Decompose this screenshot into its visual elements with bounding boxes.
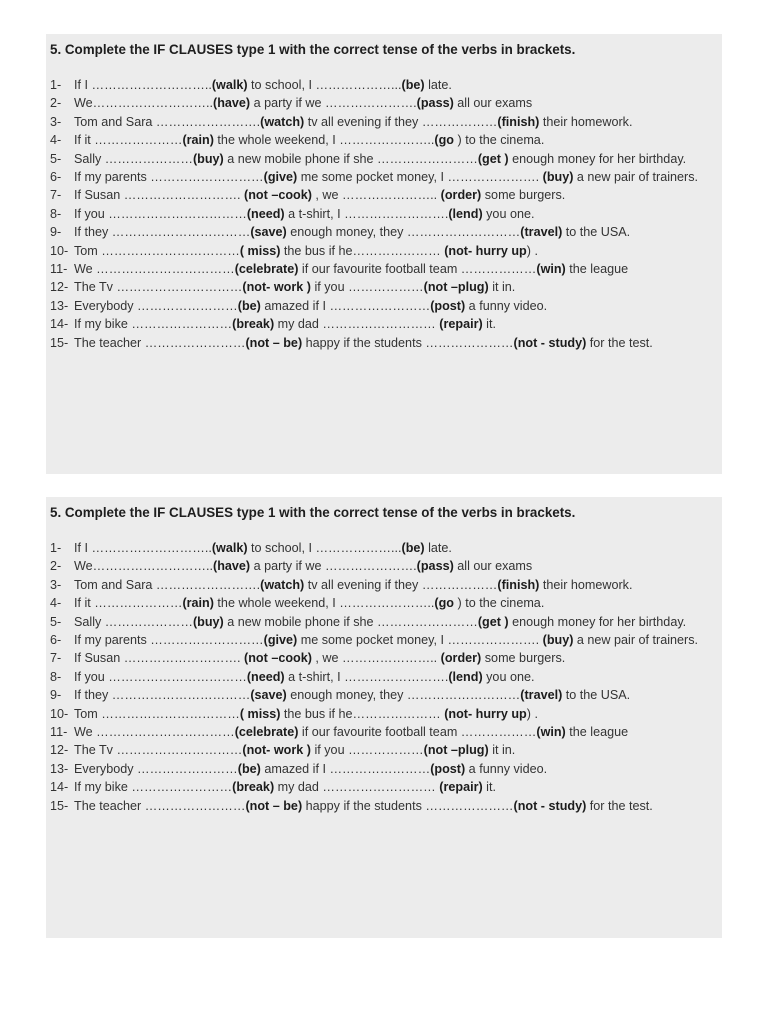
- exercise-item: [50, 576, 716, 594]
- sentence-fragment: We ……………………………: [74, 725, 235, 740]
- item-number: 6-: [50, 170, 62, 185]
- sentence-fragment: If I ………………………..: [74, 541, 212, 555]
- sentence-fragment: Sally …………………: [74, 614, 193, 629]
- item-number: 14-: [50, 317, 69, 332]
- item-number: 8-: [50, 669, 62, 684]
- item-number: 12-: [50, 743, 69, 758]
- exercise-item: [50, 150, 716, 168]
- verb-prompt: (order): [440, 651, 482, 666]
- verb-prompt: (not –cook): [244, 188, 312, 203]
- sentence-fragment: their homework.: [539, 577, 633, 592]
- verb-prompt: (break): [232, 317, 275, 332]
- sentence-fragment: We ……………………………: [74, 262, 235, 277]
- item-number: 6-: [50, 633, 62, 648]
- item-sentence: [74, 760, 716, 778]
- verb-prompt: (not – be): [245, 335, 303, 350]
- verb-prompt: (have): [213, 559, 251, 574]
- sentence-fragment: to school, I ………………...: [247, 541, 402, 555]
- verb-prompt: (buy): [192, 614, 224, 629]
- exercise-item: [50, 76, 716, 94]
- sentence-fragment: amazed if I ……………………: [260, 298, 431, 313]
- item-sentence: [74, 223, 716, 241]
- exercise-item: [50, 94, 716, 112]
- exercise-item: [50, 668, 716, 686]
- item-sentence: [74, 242, 716, 260]
- verb-prompt: (finish): [497, 577, 540, 592]
- item-number: 9-: [50, 225, 62, 240]
- verb-prompt: (repair): [439, 317, 483, 332]
- sentence-fragment: If I ………………………..: [74, 78, 212, 92]
- item-number: 7-: [50, 651, 62, 666]
- sentence-fragment: to school, I ………………...: [247, 78, 402, 92]
- sentence-fragment: tv all evening if they ………………: [304, 577, 498, 592]
- item-number: 13-: [50, 298, 69, 313]
- verb-prompt: (travel): [520, 688, 563, 703]
- verb-prompt: (lend): [448, 206, 483, 221]
- sentence-fragment: If Susan ……………………….: [74, 188, 245, 203]
- sentence-fragment: the bus if he…………………: [280, 706, 445, 721]
- item-sentence: [74, 334, 716, 352]
- sentence-fragment: the league: [565, 262, 629, 277]
- exercise-list: [50, 76, 716, 352]
- sentence-fragment: some burgers.: [481, 651, 566, 666]
- sentence-fragment: a new mobile phone if she ……………………: [223, 614, 478, 629]
- sentence-fragment: my dad ………………………: [274, 317, 440, 332]
- sentence-fragment: it in.: [488, 280, 516, 295]
- item-sentence: [74, 94, 716, 112]
- sentence-fragment: If they ……………………………: [74, 688, 251, 703]
- item-sentence: [74, 297, 716, 315]
- verb-prompt: (lend): [448, 669, 483, 684]
- item-number: 3-: [50, 577, 62, 592]
- sentence-fragment: my dad ………………………: [274, 780, 440, 795]
- sentence-fragment: If my bike ……………………: [74, 317, 233, 332]
- item-number: 15-: [50, 335, 69, 350]
- worksheet-title: 5. Complete the IF CLAUSES type 1 with the correct tense of the verbs in brackets.: [50, 42, 576, 57]
- sentence-fragment: If they ……………………………: [74, 225, 251, 240]
- sentence-fragment: enough money for her birthday.: [508, 614, 687, 629]
- item-sentence: [74, 260, 716, 278]
- item-number: 11-: [50, 725, 68, 740]
- item-sentence: [74, 315, 716, 333]
- sentence-fragment: If my parents ………………………: [74, 633, 264, 648]
- sentence-fragment: a funny video.: [465, 761, 548, 776]
- verb-prompt: (pass): [416, 559, 454, 574]
- exercise-item: [50, 557, 716, 575]
- sentence-fragment: We………………………..: [74, 559, 214, 574]
- item-sentence: [74, 557, 716, 575]
- item-number: 12-: [50, 280, 69, 295]
- sentence-fragment: it.: [482, 317, 496, 332]
- item-sentence: [74, 613, 716, 631]
- verb-prompt: (finish): [497, 114, 540, 129]
- verb-prompt: (win): [536, 262, 566, 277]
- exercise-item: [50, 131, 716, 149]
- item-sentence: [74, 113, 716, 131]
- verb-prompt: (not - study): [513, 798, 587, 813]
- verb-prompt: (travel): [520, 225, 563, 240]
- sentence-fragment: for the test.: [586, 335, 653, 350]
- item-number: 8-: [50, 206, 62, 221]
- verb-prompt: (be): [401, 541, 425, 555]
- verb-prompt: (celebrate): [234, 262, 299, 277]
- worksheet-title: 5. Complete the IF CLAUSES type 1 with the correct tense of the verbs in brackets.: [50, 505, 576, 520]
- verb-prompt: (break): [232, 780, 275, 795]
- verb-prompt: (be): [237, 761, 261, 776]
- exercise-item: [50, 113, 716, 131]
- sentence-fragment: ) .: [526, 243, 538, 258]
- sentence-fragment: it in.: [488, 743, 516, 758]
- sentence-fragment: If my parents ………………………: [74, 170, 264, 185]
- sentence-fragment: enough money for her birthday.: [508, 151, 687, 166]
- verb-prompt: (buy): [192, 151, 224, 166]
- item-sentence: [74, 76, 716, 94]
- exercise-item: [50, 186, 716, 204]
- sentence-fragment: you one.: [482, 669, 535, 684]
- item-sentence: [74, 797, 716, 815]
- verb-prompt: (be): [237, 298, 261, 313]
- item-number: 11-: [50, 262, 68, 277]
- exercise-item: [50, 539, 716, 557]
- sentence-fragment: The Tv …………………………: [74, 280, 243, 295]
- sentence-fragment: amazed if I ……………………: [260, 761, 431, 776]
- item-number: 1-: [50, 541, 62, 555]
- verb-prompt: (watch): [260, 577, 305, 592]
- verb-prompt: (walk): [211, 78, 248, 92]
- sentence-fragment: all our exams: [453, 559, 533, 574]
- sentence-fragment: The teacher ……………………: [74, 798, 246, 813]
- sentence-fragment: to the USA.: [562, 225, 631, 240]
- verb-prompt: (need): [246, 669, 285, 684]
- item-number: 3-: [50, 114, 62, 129]
- exercise-item: [50, 778, 716, 796]
- sentence-fragment: a t-shirt, I …………………….: [284, 669, 449, 684]
- exercise-item: [50, 168, 716, 186]
- exercise-item: [50, 797, 716, 815]
- item-number: 1-: [50, 78, 62, 92]
- sentence-fragment: a t-shirt, I …………………….: [284, 206, 449, 221]
- item-number: 4-: [50, 133, 62, 148]
- verb-prompt: (walk): [211, 541, 248, 555]
- sentence-fragment: The Tv …………………………: [74, 743, 243, 758]
- item-sentence: [74, 205, 716, 223]
- sentence-fragment: if our favourite football team ………………: [298, 725, 537, 740]
- item-sentence: [74, 576, 716, 594]
- sentence-fragment: late.: [424, 78, 452, 92]
- sentence-fragment: a new pair of trainers.: [573, 633, 699, 648]
- item-number: 5-: [50, 614, 62, 629]
- sentence-fragment: me some pocket money, I ………………….: [297, 633, 543, 648]
- item-number: 7-: [50, 188, 62, 203]
- exercise-item: [50, 334, 716, 352]
- verb-prompt: (need): [246, 206, 285, 221]
- verb-prompt: (go: [434, 133, 455, 148]
- exercise-item: [50, 297, 716, 315]
- item-sentence: [74, 705, 716, 723]
- exercise-item: [50, 260, 716, 278]
- exercise-item: [50, 315, 716, 333]
- exercise-item: [50, 686, 716, 704]
- exercise-item: [50, 223, 716, 241]
- item-number: 10-: [50, 706, 69, 721]
- exercise-item: [50, 613, 716, 631]
- sentence-fragment: a party if we ………………….: [250, 96, 417, 111]
- verb-prompt: (not –plug): [423, 280, 489, 295]
- sentence-fragment: the whole weekend, I …………………..: [213, 133, 435, 148]
- verb-prompt: (rain): [182, 596, 214, 611]
- item-sentence: [74, 686, 716, 704]
- verb-prompt: (post): [430, 761, 466, 776]
- sentence-fragment: to the USA.: [562, 688, 631, 703]
- item-number: 2-: [50, 559, 62, 574]
- item-number: 5-: [50, 151, 62, 166]
- exercise-item: [50, 242, 716, 260]
- exercise-item: [50, 649, 716, 667]
- sentence-fragment: If you ……………………………: [74, 669, 247, 684]
- exercise-list: [50, 539, 716, 815]
- sentence-fragment: If you ……………………………: [74, 206, 247, 221]
- verb-prompt: (not- work ): [242, 743, 311, 758]
- sentence-fragment: the bus if he…………………: [280, 243, 445, 258]
- sentence-fragment: for the test.: [586, 798, 653, 813]
- sentence-fragment: The teacher ……………………: [74, 335, 246, 350]
- item-sentence: [74, 778, 716, 796]
- verb-prompt: (buy): [542, 170, 574, 185]
- sentence-fragment: if you ………………: [310, 280, 424, 295]
- verb-prompt: (save): [250, 225, 287, 240]
- verb-prompt: (watch): [260, 114, 305, 129]
- item-sentence: [74, 150, 716, 168]
- sentence-fragment: if you ………………: [310, 743, 424, 758]
- sentence-fragment: all our exams: [453, 96, 533, 111]
- exercise-item: [50, 760, 716, 778]
- item-number: 13-: [50, 761, 69, 776]
- item-number: 14-: [50, 780, 69, 795]
- verb-prompt: (be): [401, 78, 425, 92]
- verb-prompt: (give): [263, 633, 298, 648]
- exercise-item: [50, 594, 716, 612]
- sentence-fragment: , we …………………..: [311, 188, 441, 203]
- sentence-fragment: a new mobile phone if she ……………………: [223, 151, 478, 166]
- item-number: 9-: [50, 688, 62, 703]
- verb-prompt: (get ): [477, 614, 509, 629]
- exercise-item: [50, 705, 716, 723]
- item-sentence: [74, 278, 716, 296]
- sentence-fragment: tv all evening if they ………………: [304, 114, 498, 129]
- sentence-fragment: Everybody ……………………: [74, 761, 238, 776]
- item-sentence: [74, 539, 716, 557]
- sentence-fragment: enough money, they ………………………: [286, 688, 521, 703]
- sentence-fragment: some burgers.: [481, 188, 566, 203]
- sentence-fragment: you one.: [482, 206, 535, 221]
- sentence-fragment: We………………………..: [74, 96, 214, 111]
- sentence-fragment: Sally …………………: [74, 151, 193, 166]
- sentence-fragment: a party if we ………………….: [250, 559, 417, 574]
- verb-prompt: ( miss): [239, 243, 281, 258]
- sentence-fragment: Tom ……………………………: [74, 706, 240, 721]
- sentence-fragment: , we …………………..: [311, 651, 441, 666]
- item-sentence: [74, 631, 716, 649]
- exercise-item: [50, 278, 716, 296]
- verb-prompt: ( miss): [239, 706, 281, 721]
- verb-prompt: (get ): [477, 151, 509, 166]
- worksheet-1: [46, 34, 722, 474]
- exercise-item: [50, 723, 716, 741]
- item-number: 15-: [50, 798, 69, 813]
- verb-prompt: (pass): [416, 96, 454, 111]
- verb-prompt: (not- work ): [242, 280, 311, 295]
- sentence-fragment: the league: [565, 725, 629, 740]
- verb-prompt: (celebrate): [234, 725, 299, 740]
- sentence-fragment: the whole weekend, I …………………..: [213, 596, 435, 611]
- verb-prompt: (buy): [542, 633, 574, 648]
- item-sentence: [74, 649, 716, 667]
- verb-prompt: (win): [536, 725, 566, 740]
- item-number: 4-: [50, 596, 62, 611]
- sentence-fragment: Tom and Sara …………………….: [74, 114, 261, 129]
- sentence-fragment: ) to the cinema.: [454, 133, 545, 148]
- item-sentence: [74, 723, 716, 741]
- verb-prompt: (not- hurry up: [444, 706, 527, 721]
- item-sentence: [74, 594, 716, 612]
- sentence-fragment: If it …………………: [74, 133, 183, 148]
- sentence-fragment: happy if the students …………………: [302, 798, 514, 813]
- item-sentence: [74, 668, 716, 686]
- sentence-fragment: their homework.: [539, 114, 633, 129]
- sentence-fragment: ) .: [526, 706, 538, 721]
- exercise-item: [50, 631, 716, 649]
- sentence-fragment: ) to the cinema.: [454, 596, 545, 611]
- sentence-fragment: If my bike ……………………: [74, 780, 233, 795]
- worksheet-2: [46, 497, 722, 938]
- verb-prompt: (give): [263, 170, 298, 185]
- item-sentence: [74, 131, 716, 149]
- verb-prompt: (repair): [439, 780, 483, 795]
- verb-prompt: (order): [440, 188, 482, 203]
- sentence-fragment: it.: [482, 780, 496, 795]
- sentence-fragment: Everybody ……………………: [74, 298, 238, 313]
- verb-prompt: (save): [250, 688, 287, 703]
- sentence-fragment: a funny video.: [465, 298, 548, 313]
- verb-prompt: (post): [430, 298, 466, 313]
- sentence-fragment: late.: [424, 541, 452, 555]
- verb-prompt: (not- hurry up: [444, 243, 527, 258]
- item-sentence: [74, 186, 716, 204]
- exercise-item: [50, 205, 716, 223]
- sentence-fragment: enough money, they ………………………: [286, 225, 521, 240]
- verb-prompt: (not – be): [245, 798, 303, 813]
- verb-prompt: (not - study): [513, 335, 587, 350]
- item-number: 10-: [50, 243, 69, 258]
- exercise-item: [50, 741, 716, 759]
- verb-prompt: (go: [434, 596, 455, 611]
- sentence-fragment: a new pair of trainers.: [573, 170, 699, 185]
- sentence-fragment: If it …………………: [74, 596, 183, 611]
- verb-prompt: (have): [213, 96, 251, 111]
- verb-prompt: (not –cook): [244, 651, 312, 666]
- sentence-fragment: If Susan ……………………….: [74, 651, 245, 666]
- verb-prompt: (not –plug): [423, 743, 489, 758]
- item-sentence: [74, 168, 716, 186]
- sentence-fragment: Tom ……………………………: [74, 243, 240, 258]
- item-sentence: [74, 741, 716, 759]
- sentence-fragment: happy if the students …………………: [302, 335, 514, 350]
- sentence-fragment: if our favourite football team ………………: [298, 262, 537, 277]
- sentence-fragment: me some pocket money, I ………………….: [297, 170, 543, 185]
- sentence-fragment: Tom and Sara …………………….: [74, 577, 261, 592]
- item-number: 2-: [50, 96, 62, 111]
- verb-prompt: (rain): [182, 133, 214, 148]
